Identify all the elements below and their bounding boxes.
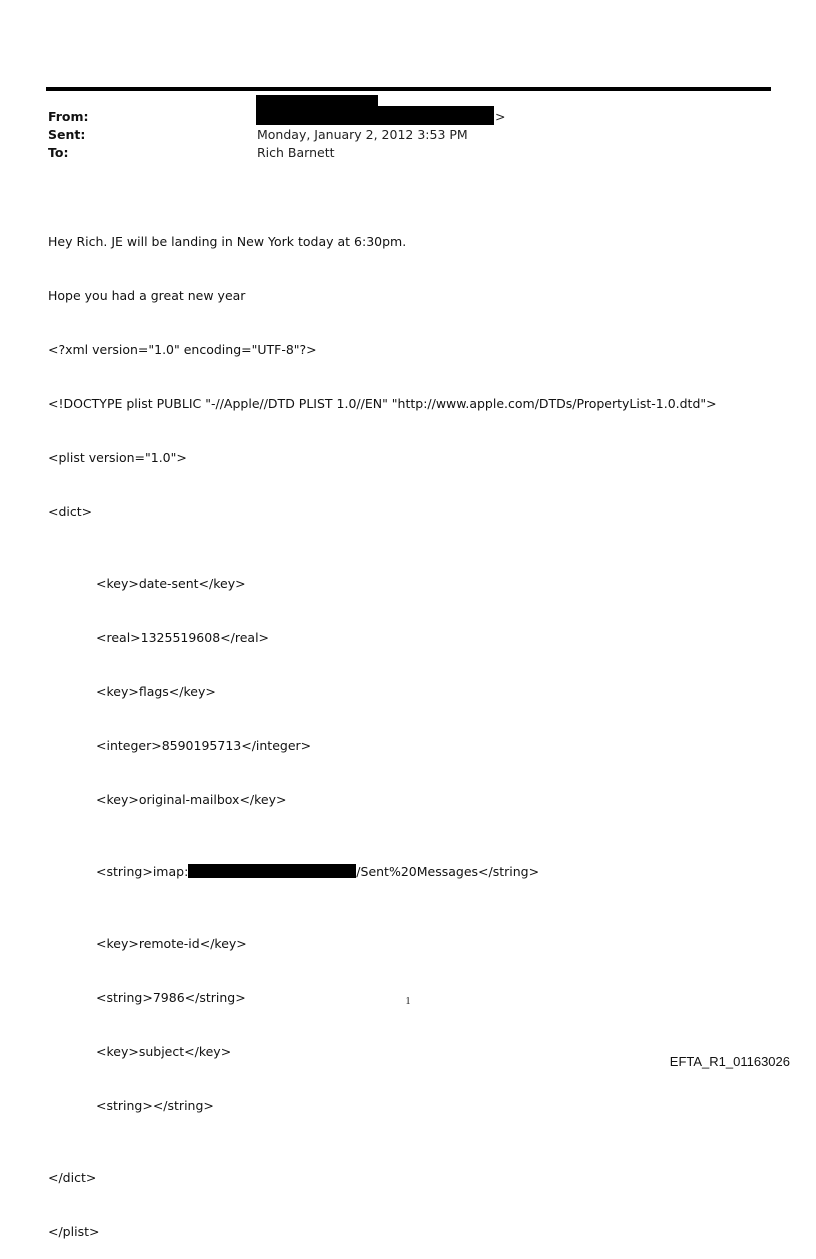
body-line: <dict> [48,504,93,519]
body-line: <plist version="1.0"> [48,450,187,465]
dict-line: <key>date-sent</key> [96,576,246,591]
dict-line: <key>flags</key> [96,684,216,699]
body-line: Hey Rich. JE will be landing in New York today at 6:30pm. [48,234,407,249]
redaction-block [256,95,378,125]
dict-line: <string></string> [96,1098,214,1113]
imap-line [48,863,717,881]
dict-line: <key>subject</key> [96,1044,232,1059]
to-label: To: [48,145,69,160]
dict-line: <string>7986</string> [96,990,246,1005]
body-line: <!DOCTYPE plist PUBLIC "-//Apple//DTD PLIST 1.0//EN" "http://www.apple.com/DTDs/PropertyList-1.0.dtd"> [48,396,717,411]
dict-line: <real>1325519608</real> [96,630,270,645]
from-value-suffix: > [495,109,506,124]
body-line: <?xml version="1.0" encoding="UTF-8"?> [48,342,317,357]
header-rule [46,87,771,91]
to-value: Rich Barnett [257,145,335,160]
sent-value: Monday, January 2, 2012 3:53 PM [257,127,468,142]
imap-prefix: <string>imap: [96,864,189,879]
imap-suffix: /Sent%20Messages</string> [356,864,540,879]
document-id: EFTA_R1_01163026 [669,1054,790,1069]
dict-line: <key>remote-id</key> [96,936,247,951]
redaction-block [188,864,356,878]
sent-label: Sent: [48,127,86,142]
from-label: From: [48,109,89,124]
page-number: 1 [405,996,411,1007]
redaction-block [378,106,494,125]
body-line: </plist> [48,1224,100,1239]
body-line: </dict> [48,1170,97,1185]
body-line: Hope you had a great new year [48,288,246,303]
message-body [48,197,717,1259]
dict-line: <key>original-mailbox</key> [96,792,287,807]
dict-line: <integer>8590195713</integer> [96,738,312,753]
